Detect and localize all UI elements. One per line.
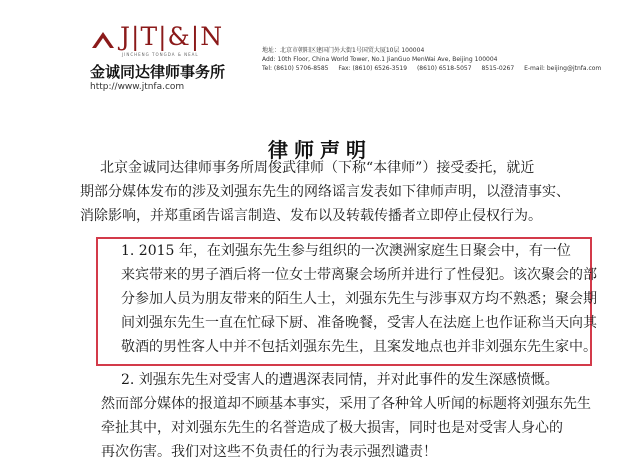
point-1-line: 1. 2015 年，在刘强东先生参与组织的一次澳洲家庭生日聚会中，有一位 bbox=[121, 243, 571, 259]
point-1-line: 来宾带来的男子酒后将一位女士带离聚会场所并进行了性侵犯。该次聚会的部 bbox=[121, 267, 597, 283]
point-2-line: 牵扯其中，对刘强东先生的名誉造成了极大损害，同时也是对受害人身心的 bbox=[101, 420, 563, 436]
point-1-line: 分参加人员为朋友带来的陌生人士，刘强东先生与涉事双方均不熟悉；聚会期 bbox=[121, 291, 597, 307]
intro-line: 期部分媒体发布的涉及刘强东先生的网络谣言发表如下律师声明，以澄清事实、 bbox=[80, 184, 570, 200]
contact-info bbox=[262, 46, 622, 73]
intro-paragraph bbox=[80, 156, 570, 228]
page-title: 律师声明 bbox=[268, 138, 372, 162]
point-1-paragraph bbox=[121, 239, 597, 359]
logo-mark-icon bbox=[90, 28, 116, 50]
email[interactable]: E-mail: beijing@jtnfa.com bbox=[524, 65, 602, 72]
phone-2: (8610) 6518-5057 bbox=[416, 65, 472, 72]
address-en: Add: 10th Floor, China World Tower, No.1 JianGuo MenWai Ave, Beijing 100004 bbox=[262, 56, 498, 63]
fax: Fax: (8610) 6526-3519 bbox=[338, 65, 408, 72]
point-1-line: 敬酒的男性客人中并不包括刘强东先生，且案发地点也并非刘强东先生家中。 bbox=[121, 339, 597, 355]
point-1-line: 间刘强东先生一直在忙碌下厨、准备晚餐，受害人在法庭上也作证称当天向其 bbox=[121, 315, 597, 331]
address-cn: 地址：北京市朝阳区建国门外大街1号国贸大厦10层 100004 bbox=[262, 47, 425, 54]
intro-line: 北京金诚同达律师事务所周俊武律师（下称“本律师”）接受委托，就近 bbox=[100, 160, 535, 176]
logo-letters: J|T|&|N bbox=[120, 22, 224, 51]
intro-line: 消除影响，并郑重函告谣言制造、发布以及转载传播者立即停止侵权行为。 bbox=[80, 208, 542, 224]
phone-3: 8515-0267 bbox=[481, 65, 515, 72]
firm-name: 金诚同达律师事务所 bbox=[90, 63, 226, 81]
point-2-line: 然而部分媒体的报道却不顾基本事实，采用了各种耸人听闻的标题将刘强东先生 bbox=[101, 396, 591, 412]
logo-subtitle: JINCHENG TONGDA & NEAL bbox=[122, 52, 199, 57]
tel: Tel: (8610) 5706-8585 bbox=[262, 65, 329, 72]
point-2-line: 2. 刘强东先生对受害人的遭遇深表同情，并对此事件的发生深感愤慨。 bbox=[121, 372, 559, 388]
point-2-paragraph bbox=[101, 368, 591, 464]
point-2-line: 再次伤害。我们对这些不负责任的行为表示强烈谴责！ bbox=[101, 444, 437, 460]
website-link[interactable]: http://www.jtnfa.com bbox=[90, 82, 185, 92]
phone-line bbox=[262, 64, 622, 73]
